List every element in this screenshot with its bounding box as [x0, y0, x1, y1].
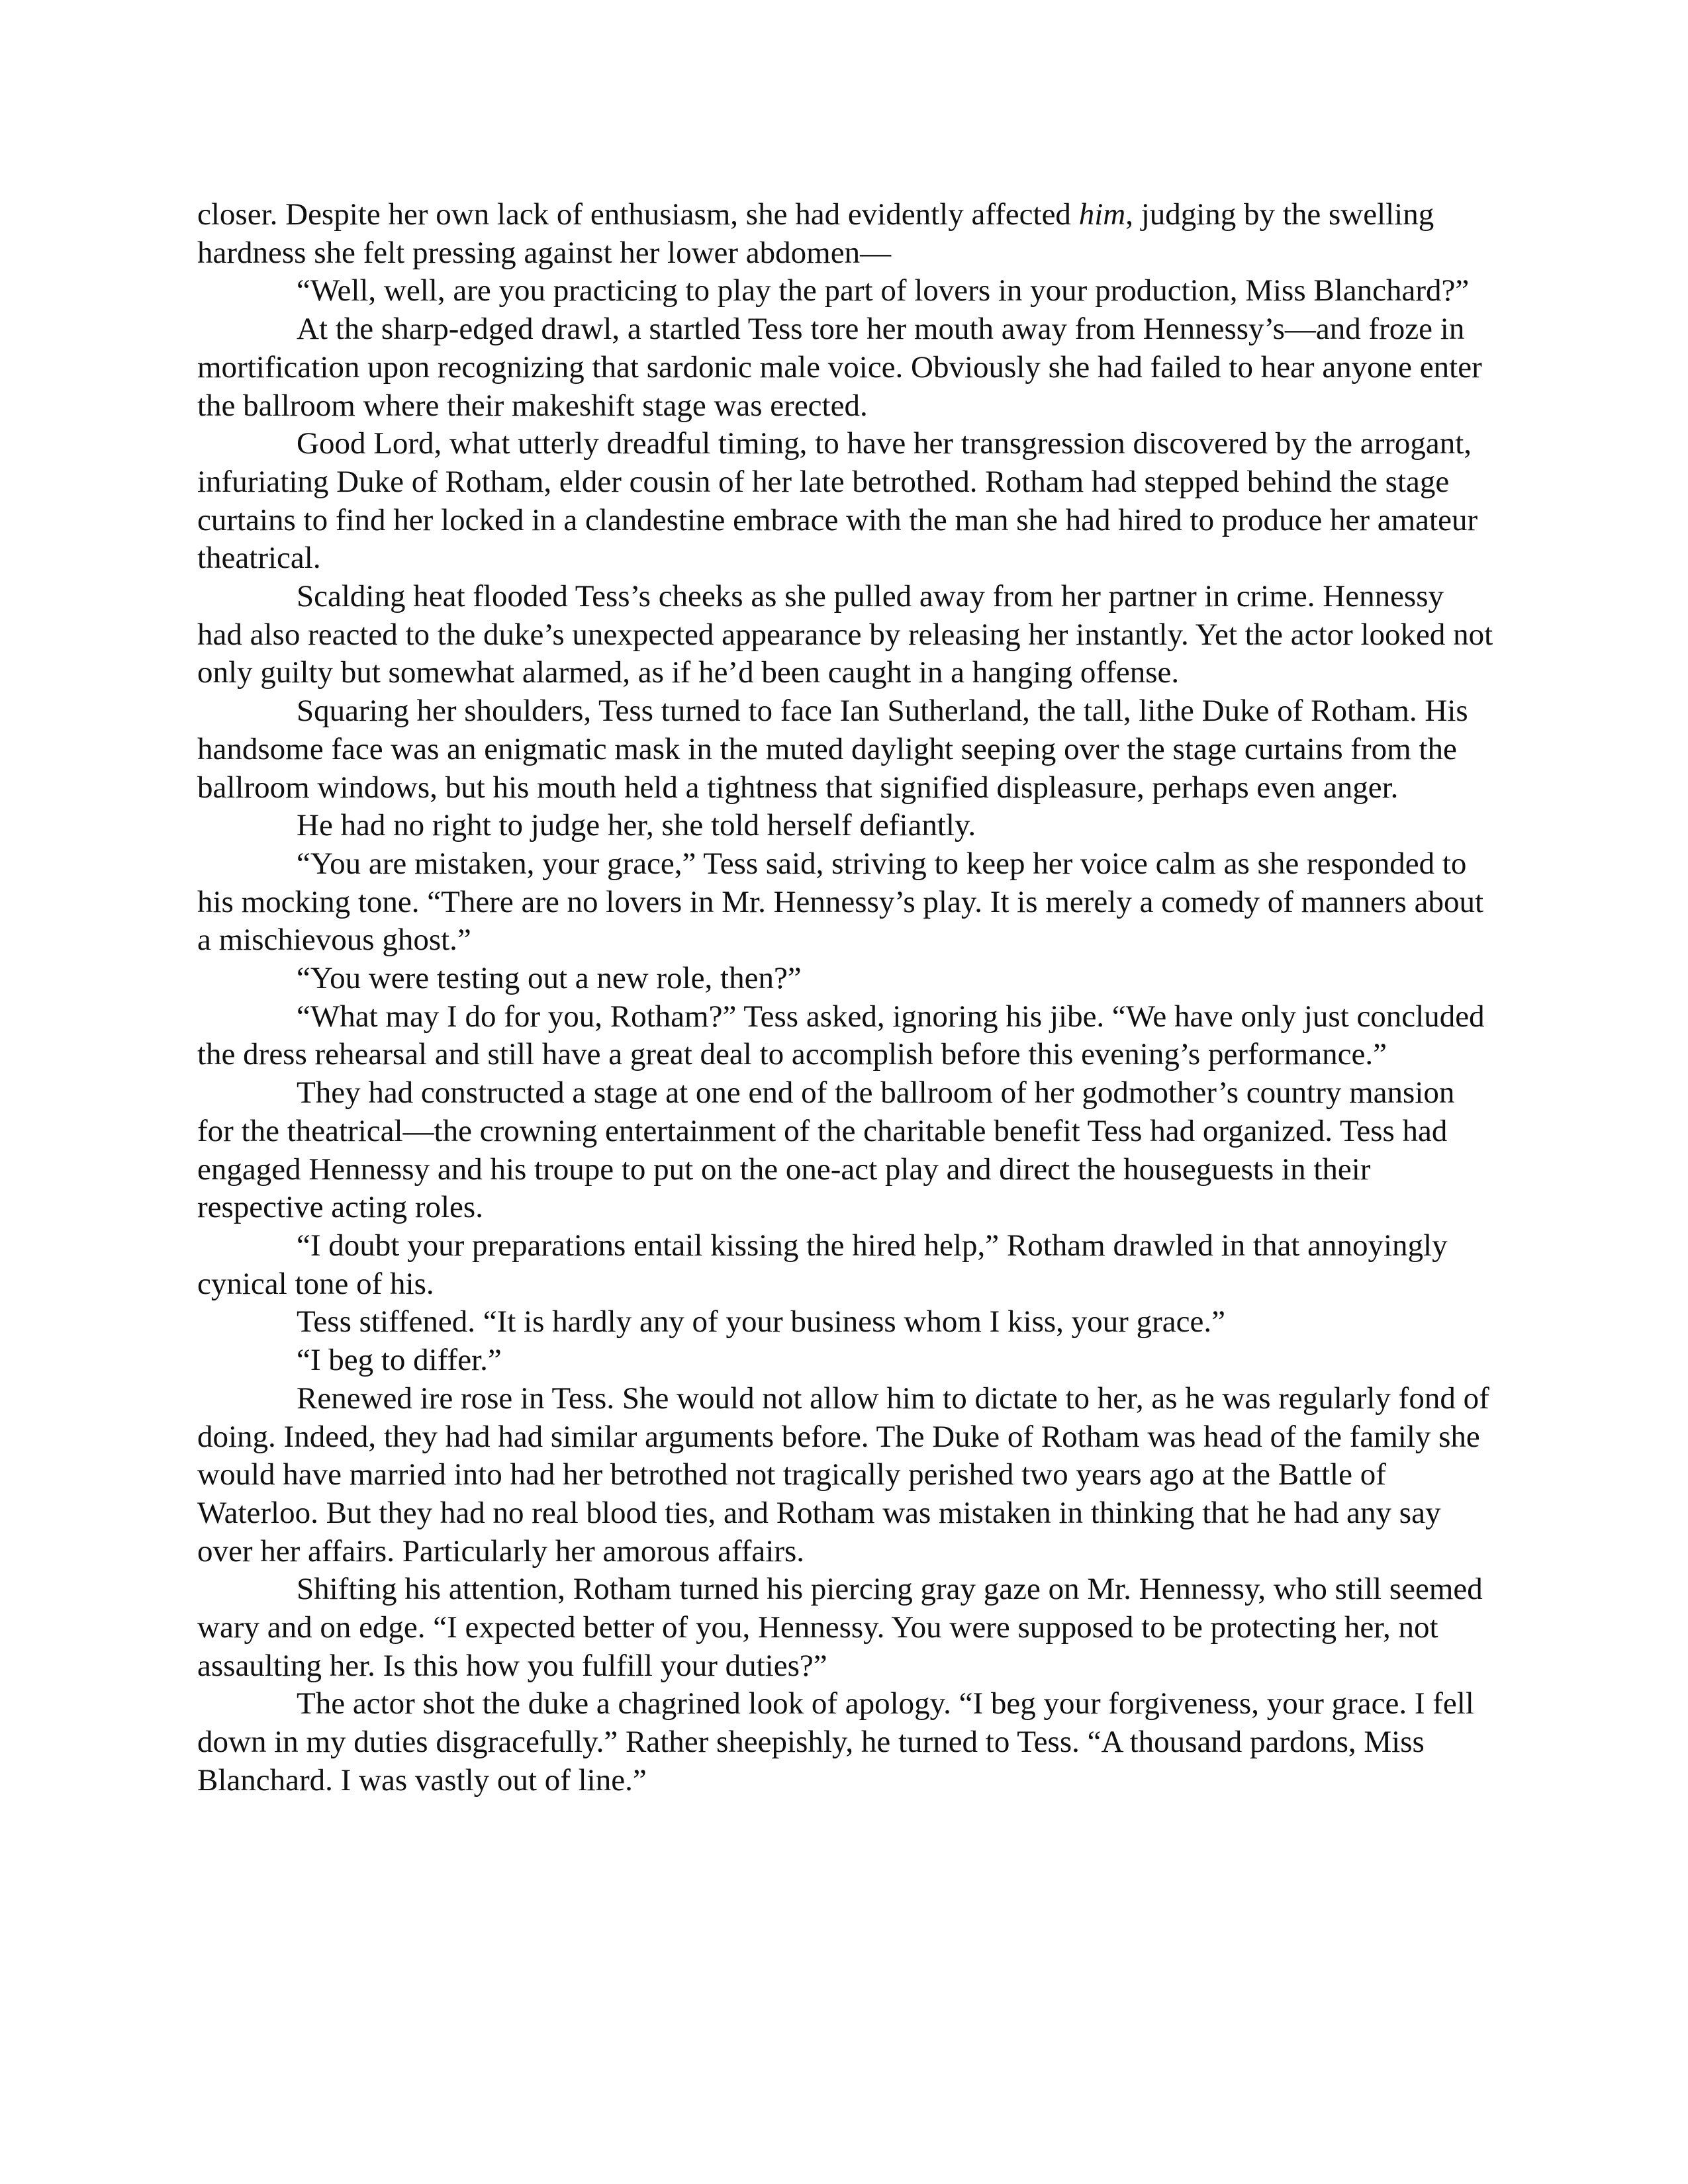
paragraph-5: Scalding heat flooded Tess’s cheeks as she pulled away from her partner in crime. Hennessy had also reacted to the duke’s unexpected appearance by releasing her instantly. Yet the actor looked not only guilty but somewhat alarmed, as if he’d been caught in a hanging offense. [197, 579, 1493, 690]
emphasis-him: him [1078, 197, 1126, 232]
paragraph-11: They had constructed a stage at one end of the ballroom of her godmother’s country mansion for the theatrical—the crowning entertainment of the charitable benefit Tess had organized. Tess had engaged Hennessy and his troupe to put on the one-act play and direct the houseguests in their respective acting roles. [197, 1075, 1455, 1225]
paragraph-1-after: , judging by the swelling hardness she felt pressing against her lower abdomen— [197, 197, 1434, 270]
paragraph-4: Good Lord, what utterly dreadful timing, to have her transgression discovered by the arrogant, infuriating Duke of Rotham, elder cousin of her late betrothed. Rotham had stepped behind the stage curtains to find her locked in a clandestine embrace with the man she had hired to produce her amateur theatrical. [197, 426, 1478, 576]
paragraph-9: “You were testing out a new role, then?” [297, 961, 802, 996]
paragraph-16: Shifting his attention, Rotham turned his piercing gray gaze on Mr. Hennessy, who still seemed wary and on edge. “I expected better of you, Hennessy. You were supposed to be protecting her, not assaulting her. Is this how you fulfill your duties?” [197, 1572, 1483, 1683]
paragraph-7: He had no right to judge her, she told herself defiantly. [297, 808, 976, 843]
paragraph-17: The actor shot the duke a chagrined look of apology. “I beg your forgiveness, your grace. I fell down in my duties disgracefully.” Rather sheepishly, he turned to Tess. “A thousand pardons, Miss Blanchard. I was vastly out of line.” [197, 1686, 1474, 1797]
paragraph-6: Squaring her shoulders, Tess turned to face Ian Sutherland, the tall, lithe Duke of Rotham. His handsome face was an enigmatic mask in the muted daylight seeping over the stage curtains from the ballroom windows, but his mouth held a tightness that signified displeasure, perhaps even anger. [197, 694, 1468, 805]
paragraph-3: At the sharp-edged drawl, a startled Tess tore her mouth away from Hennessy’s—and froze in mortification upon recognizing that sardonic male voice. Obviously she had failed to hear anyone enter the ballroom where their makeshift stage was erected. [197, 312, 1482, 423]
paragraph-13: Tess stiffened. “It is hardly any of your business whom I kiss, your grace.” [297, 1304, 1225, 1340]
paragraph-8: “You are mistaken, your grace,” Tess said, striving to keep her voice calm as she responded to his mocking tone. “There are no lovers in Mr. Hennessy’s play. It is merely a comedy of manners about a mischievous ghost.” [197, 846, 1484, 958]
paragraph-1-before: closer. Despite her own lack of enthusiasm, she had evidently affected [197, 197, 1079, 232]
paragraph-12: “I doubt your preparations entail kissing the hired help,” Rotham drawled in that annoyingly cynical tone of his. [197, 1228, 1448, 1301]
paragraph-15: Renewed ire rose in Tess. She would not allow him to dictate to her, as he was regularly fond of doing. Indeed, they had had similar arguments before. The Duke of Rotham was head of the family she would have married into had her betrothed not tragically perished two years ago at the Battle of Waterloo. But they had no real blood ties, and Rotham was mistaken in thinking that he had any say over her affairs. Particularly her amorous affairs. [197, 1381, 1489, 1569]
paragraph-10: “What may I do for you, Rotham?” Tess asked, ignoring his jibe. “We have only just concluded the dress rehearsal and still have a great deal to accomplish before this evening’s performance.” [197, 999, 1485, 1072]
paragraph-14: “I beg to differ.” [297, 1343, 502, 1378]
body-text [197, 196, 1496, 1800]
paragraph-1 [197, 196, 1496, 272]
paragraph-2: “Well, well, are you practicing to play the part of lovers in your production, Miss Blanchard?” [297, 273, 1470, 308]
